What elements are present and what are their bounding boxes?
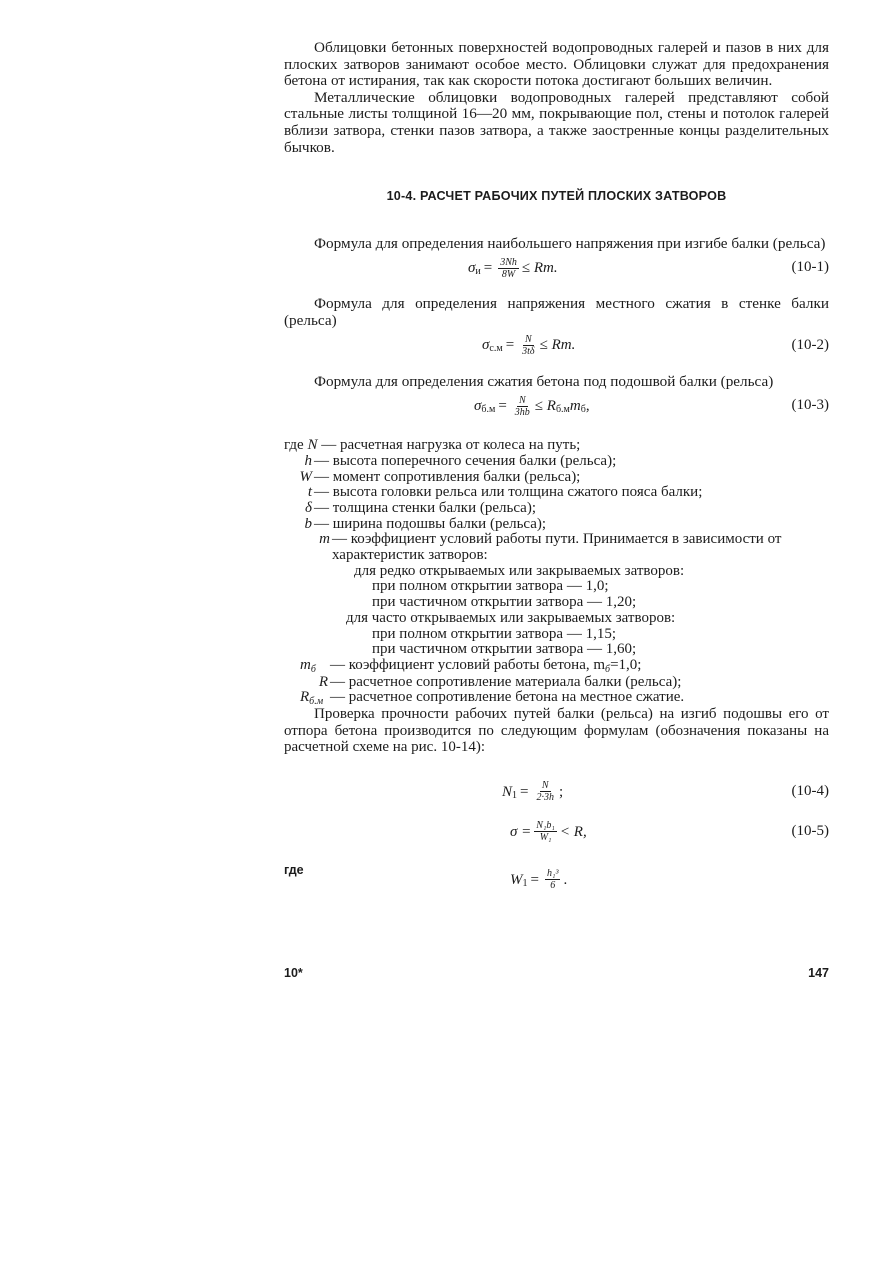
- definition-m: [284, 532, 829, 563]
- formula-3-rhs-m: m: [569, 397, 581, 414]
- formula-2-denominator: 3tδ: [522, 346, 535, 358]
- formula-10-4: [284, 778, 829, 806]
- where-label-2: где: [284, 862, 304, 877]
- section-heading: 10-4. РАСЧЕТ РАБОЧИХ ПУТЕЙ ПЛОСКИХ ЗАТВОРОВ: [386, 189, 727, 204]
- rare-gates-partial: при частичном открытии затвора — 1,20;: [372, 594, 637, 611]
- formula-5-numerator: N₁b₁: [536, 820, 555, 832]
- definition-delta-text: — толщина стенки балки (рельса);: [314, 499, 536, 516]
- formula-4-end: ;: [558, 783, 564, 800]
- formula-10-3: [284, 392, 829, 420]
- formula-5-number: (10-5): [791, 822, 829, 839]
- formula-4-expression: [502, 778, 563, 806]
- often-gates-heading: для часто открываемых или закрываемых затворов:: [346, 609, 676, 626]
- formula-4-fraction: [534, 780, 556, 803]
- formula-5-denominator: W₁: [539, 832, 552, 844]
- definition-b: [284, 517, 829, 533]
- formula-1-rhs: ≤ Rm.: [521, 260, 558, 277]
- definition-W: [284, 470, 829, 486]
- signature-mark: 10*: [284, 966, 303, 980]
- formula-3-rhs: ≤ R: [534, 397, 556, 414]
- formula-6-fraction: [545, 868, 560, 891]
- formula-2-number: (10-2): [791, 336, 829, 353]
- definition-mb-text-end: =1,0;: [610, 656, 642, 673]
- definition-delta: [284, 501, 829, 517]
- formula-4-number: (10-4): [791, 782, 829, 799]
- formula-1-numerator: 3Nh: [500, 256, 517, 268]
- formula-1-equals: =: [483, 260, 493, 277]
- formula-3-rhs-sub: б.м: [555, 403, 570, 415]
- formula-1-number: (10-1): [791, 259, 829, 276]
- definition-Rbm-letter: R: [300, 689, 310, 706]
- where-label: где: [284, 437, 304, 454]
- strength-check-paragraph: Проверка прочности рабочих путей балки (рельса) на изгиб подошвы его от отпора бетона производится по следующим формулам (обозначения показаны на расчетной схеме на рис. 10-14):: [284, 706, 829, 756]
- formula-W1: [284, 858, 829, 892]
- definition-delta-symbol: δ: [305, 499, 312, 516]
- definition-mb-sub: б: [310, 663, 316, 675]
- formula-4-numerator: N: [541, 780, 549, 792]
- formula-6-lhs: W: [510, 871, 523, 888]
- formula-5-lhs: σ =: [510, 823, 532, 840]
- definition-h-text: — высота поперечного сечения балки (рельса);: [314, 452, 617, 469]
- definition-N-symbol: N: [307, 437, 318, 454]
- formula-2-fraction: [520, 334, 536, 357]
- definition-mb-letter: m: [300, 656, 311, 673]
- formula-6-denominator: 6: [550, 880, 556, 892]
- formula-1-denominator: 8W: [501, 268, 516, 280]
- definition-N-text: — расчетная нагрузка от колеса на путь;: [321, 437, 581, 454]
- formula-2-rhs: ≤ Rm.: [539, 337, 576, 354]
- formula-4-equals: =: [520, 783, 529, 800]
- formula-5-expression: [510, 818, 587, 846]
- definition-h-symbol: h: [304, 452, 312, 469]
- definition-W-text: — момент сопротивления балки (рельса);: [314, 468, 581, 485]
- definition-R: [284, 675, 829, 691]
- page-body: [284, 40, 829, 892]
- page-number: 147: [808, 966, 829, 980]
- formula-10-2: [284, 332, 829, 360]
- formula-1-lhs: σ: [468, 260, 476, 277]
- definition-m-symbol: m: [319, 531, 330, 548]
- definition-h: [284, 454, 829, 470]
- formula-4-lhs-sub: 1: [512, 789, 518, 801]
- definition-t-symbol: t: [307, 484, 312, 501]
- formula-3-intro: Формула для определения сжатия бетона под подошвой балки (рельса): [314, 372, 774, 390]
- definition-t-text: — высота головки рельса или толщина сжатого пояса балки;: [314, 484, 703, 501]
- definition-R-text: — расчетное сопротивление материала балки (рельса);: [330, 673, 682, 690]
- formula-2-numerator: N: [525, 334, 532, 346]
- definition-R-symbol: R: [318, 673, 328, 690]
- definition-mb: [284, 658, 829, 675]
- formula-6-equals: =: [530, 871, 539, 888]
- formula-6-lhs-sub: 1: [522, 877, 528, 889]
- paragraph-facings: Облицовки бетонных поверхностей водопроводных галерей и пазов в них для плоских затворов занимают особое место. Облицовки служат для предохранения бетона от истирания, так как скорости потока достигают больших величин.: [284, 39, 829, 90]
- formula-3-rhs-m-sub: б: [580, 403, 586, 415]
- rare-gates-full: при полном открытии затвора — 1,0;: [372, 578, 609, 595]
- formula-3-equals: =: [498, 397, 507, 414]
- definition-Rbm-symbol: [300, 690, 328, 707]
- formula-2-intro: Формула для определения напряжения местного сжатия в стенке балки (рельса): [284, 295, 829, 329]
- formula-1-intro: Формула для определения наибольшего напряжения при изгибе балки (рельса): [314, 234, 826, 252]
- formula-5-fraction: [534, 820, 557, 843]
- often-gates-full: при полном открытии затвора — 1,15;: [372, 625, 616, 642]
- definition-mb-text: — коэффициент условий работы бетона, m: [330, 656, 606, 673]
- definition-W-symbol: W: [299, 468, 312, 485]
- formula-2-lhs: σ: [482, 337, 490, 354]
- formula-10-1: [284, 254, 829, 282]
- definition-Rbm-text: — расчетное сопротивление бетона на местное сжатие.: [330, 689, 685, 706]
- formula-10-5: [284, 818, 829, 846]
- definition-Rbm-sub: б.м: [309, 696, 324, 708]
- definition-m-text: — коэффициент условий работы пути. Принимается в зависимости от характеристик затворов:: [332, 531, 782, 564]
- formula-3-expression: [474, 392, 590, 420]
- formula-3-lhs-sub: б.м: [481, 403, 496, 415]
- formula-3-denominator: 3hb: [514, 406, 530, 418]
- definition-b-text: — ширина подошвы балки (рельса);: [314, 515, 547, 532]
- definition-Rbm: [284, 690, 829, 706]
- formula-2-equals: =: [505, 337, 515, 354]
- formula-2-lhs-sub: с.м: [489, 343, 503, 355]
- formula-3-numerator: N: [518, 394, 526, 406]
- formula-3-number: (10-3): [791, 397, 829, 414]
- formula-1-expression: [468, 254, 558, 282]
- definition-mb-symbol: [300, 658, 328, 675]
- definition-N: [284, 438, 829, 454]
- often-gates-partial: при частичном открытии затвора — 1,60;: [372, 641, 637, 658]
- formula-5-rhs: < R,: [559, 823, 587, 840]
- formula-1-fraction: [498, 257, 519, 280]
- paragraph-metal-facings: Металлические облицовки водопроводных галерей представляют собой стальные листы толщиной 16—20 мм, покрывающие пол, стены и потолок галерей вблизи затвора, стенки пазов затвора, а также заостренные концы разделительных бычков.: [284, 88, 829, 156]
- formula-3-lhs: σ: [474, 397, 482, 414]
- formula-1-lhs-sub: и: [475, 266, 481, 278]
- definition-b-symbol: b: [304, 515, 312, 532]
- formula-4-lhs: N: [502, 783, 513, 800]
- definition-mb-text-sub: б: [605, 663, 611, 675]
- rare-gates-heading: для редко открываемых или закрываемых затворов:: [354, 562, 685, 579]
- definitions-list: [284, 438, 829, 706]
- formula-6-numerator: h₁³: [546, 868, 559, 880]
- formula-2-expression: [482, 332, 575, 360]
- definition-t: [284, 485, 829, 501]
- formula-6-end: .: [563, 871, 568, 888]
- formula-6-expression: [510, 866, 567, 894]
- formula-3-rhs-end: ,: [585, 397, 590, 414]
- formula-3-fraction: [513, 395, 532, 418]
- formula-4-denominator: 2·3h: [536, 792, 554, 804]
